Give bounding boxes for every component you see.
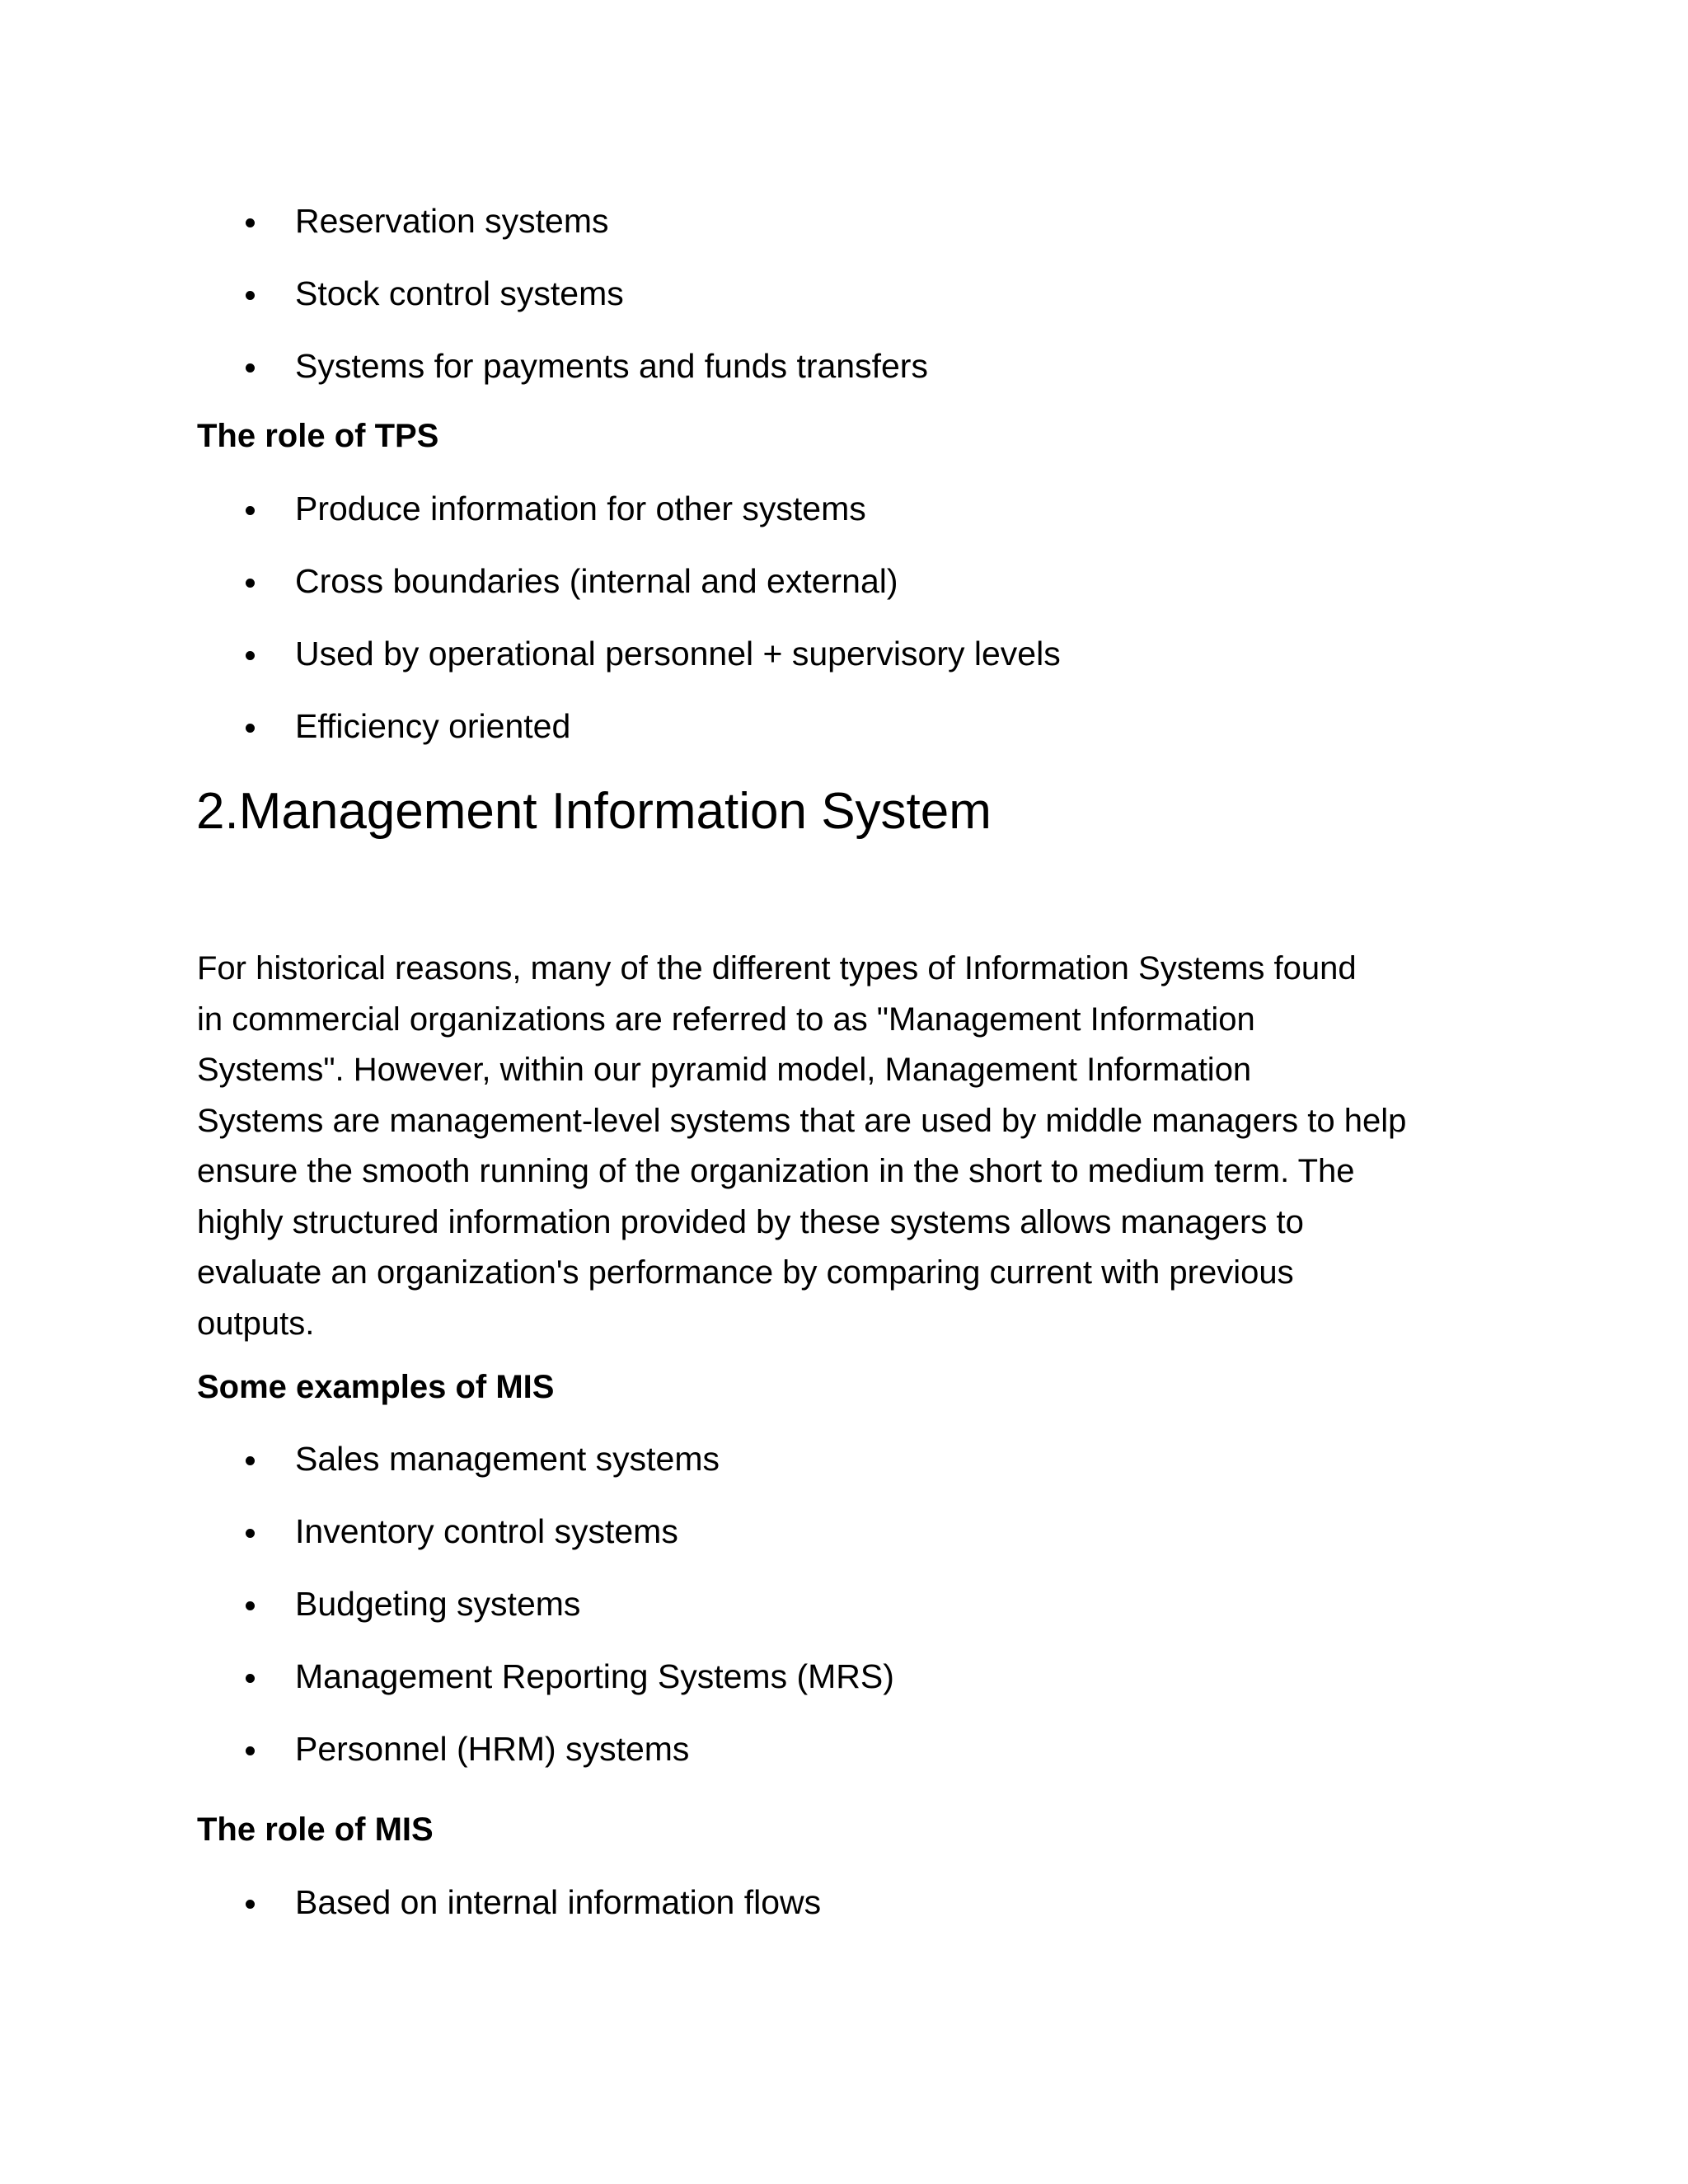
list-item xyxy=(246,472,1061,545)
bullet-icon xyxy=(246,1529,255,1538)
list-item-text: Cross boundaries (internal and external) xyxy=(295,562,898,600)
list-item-text: Personnel (HRM) systems xyxy=(295,1730,690,1768)
bullet-icon xyxy=(246,363,255,373)
paragraph-line: outputs. xyxy=(197,1305,315,1342)
list-item xyxy=(246,1640,894,1713)
paragraph-line: Systems are management-level systems that are used by middle managers to help xyxy=(197,1102,1407,1139)
bullet-icon xyxy=(246,218,255,227)
list-item-text: Reservation systems xyxy=(295,202,609,240)
list-item xyxy=(246,545,1061,617)
bullet-icon xyxy=(246,1601,255,1610)
list-item-text: Budgeting systems xyxy=(295,1585,581,1623)
paragraph-line: highly structured information provided by these systems allows managers to xyxy=(197,1203,1304,1240)
bullet-icon xyxy=(246,506,255,515)
tps-roles-list xyxy=(246,472,1061,762)
mis-examples-heading: Some examples of MIS xyxy=(197,1369,555,1405)
list-item xyxy=(246,1422,894,1495)
bullet-icon xyxy=(246,291,255,300)
tps-role-heading: The role of TPS xyxy=(197,418,439,454)
list-item-text: Used by operational personnel + supervisory levels xyxy=(295,635,1061,673)
paragraph-line: ensure the smooth running of the organization in the short to medium term. The xyxy=(197,1153,1355,1189)
paragraph-line: For historical reasons, many of the different types of Information Systems found xyxy=(197,950,1357,987)
list-item-text: Stock control systems xyxy=(295,274,624,312)
bullet-icon xyxy=(246,1674,255,1683)
bullet-icon xyxy=(246,1746,255,1755)
list-item xyxy=(246,185,928,257)
list-item-text: Systems for payments and funds transfers xyxy=(295,347,928,385)
paragraph-line: evaluate an organization's performance by comparing current with previous xyxy=(197,1254,1294,1291)
list-item xyxy=(246,1568,894,1640)
list-item-text: Efficiency oriented xyxy=(295,707,571,745)
bullet-icon xyxy=(246,1900,255,1909)
list-item xyxy=(246,690,1061,762)
list-item-text: Management Reporting Systems (MRS) xyxy=(295,1657,894,1695)
mis-roles-list xyxy=(246,1866,821,1938)
list-item-text: Inventory control systems xyxy=(295,1512,678,1550)
bullet-icon xyxy=(246,1456,255,1465)
tps-examples-list xyxy=(246,185,928,402)
list-item xyxy=(246,1495,894,1568)
mis-role-heading: The role of MIS xyxy=(197,1811,434,1848)
paragraph-line: in commercial organizations are referred to as "Management Information xyxy=(197,1001,1255,1038)
paragraph-line: Systems". However, within our pyramid model, Management Information xyxy=(197,1052,1252,1088)
list-item xyxy=(246,257,928,330)
list-item xyxy=(246,1866,821,1938)
bullet-icon xyxy=(246,724,255,733)
bullet-icon xyxy=(246,651,255,660)
mis-examples-list xyxy=(246,1422,894,1785)
list-item xyxy=(246,330,928,402)
bullet-icon xyxy=(246,579,255,588)
section-title: 2.Management Information System xyxy=(196,783,992,840)
list-item-text: Produce information for other systems xyxy=(295,490,866,527)
list-item xyxy=(246,617,1061,690)
list-item-text: Sales management systems xyxy=(295,1440,720,1478)
mis-paragraph xyxy=(197,944,1499,1349)
list-item xyxy=(246,1713,894,1785)
list-item-text: Based on internal information flows xyxy=(295,1883,822,1921)
